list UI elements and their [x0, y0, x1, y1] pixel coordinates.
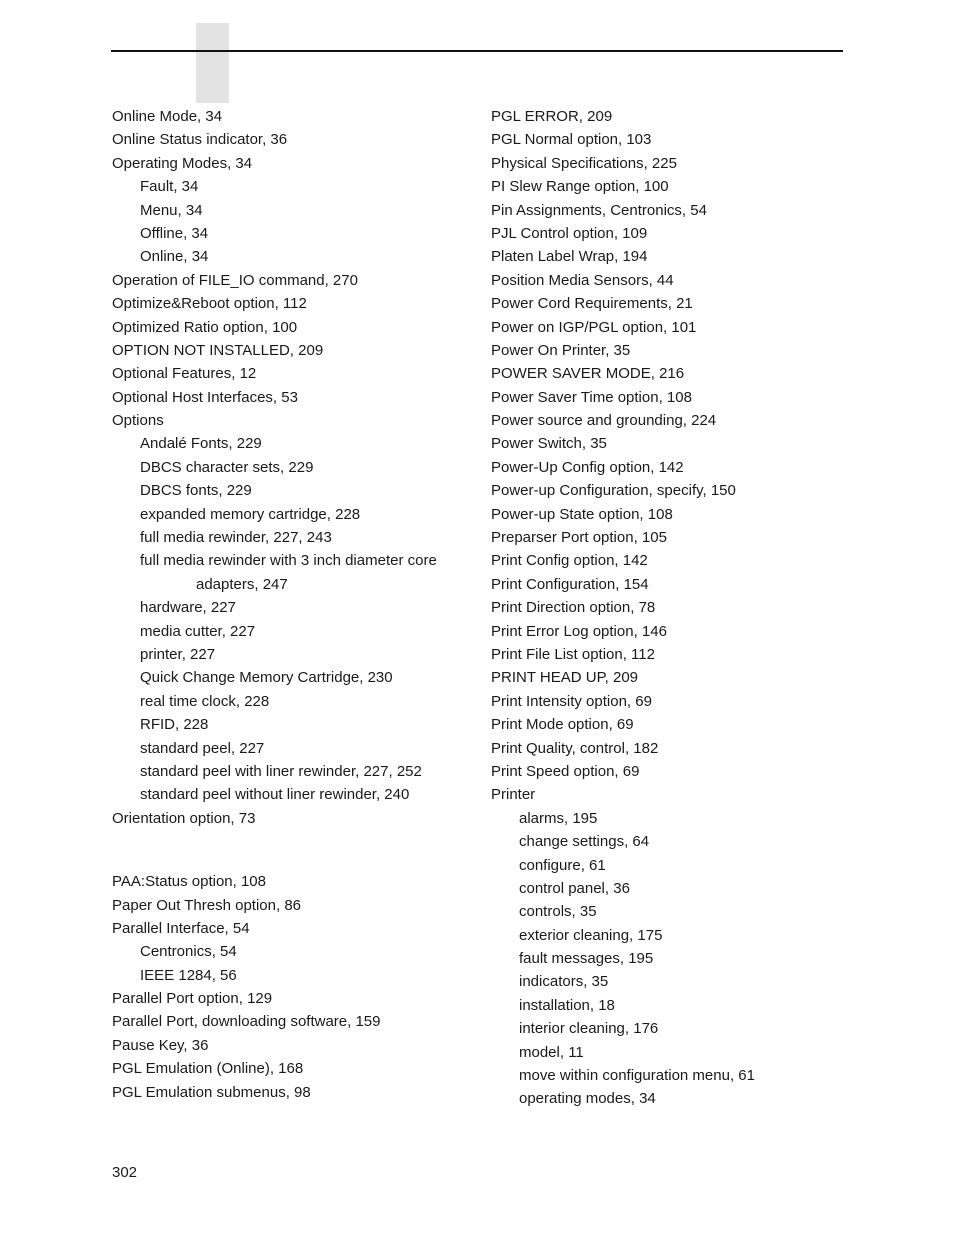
- index-entry: Operation of FILE_IO command, 270: [112, 271, 358, 289]
- index-group-p: [112, 870, 492, 1104]
- index-entry: Optional Features, 12: [112, 365, 257, 383]
- index-subentry: configure, 61: [519, 856, 606, 874]
- index-subentry: expanded memory cartridge, 228: [140, 505, 361, 523]
- index-entry: Online Mode, 34: [112, 108, 223, 125]
- index-entry: PGL Emulation submenus, 98: [112, 1083, 311, 1101]
- index-subentry: exterior cleaning, 175: [519, 926, 663, 944]
- index-subentry: controls, 35: [519, 903, 597, 921]
- index-entry: Pin Assignments, Centronics, 54: [491, 201, 707, 219]
- index-subentry: Offline, 34: [140, 224, 209, 242]
- index-entry: PRINT HEAD UP, 209: [491, 669, 639, 687]
- index-entry: Optional Host Interfaces, 53: [112, 388, 298, 406]
- index-subentry: model, 11: [519, 1043, 584, 1061]
- index-entry: Print Configuration, 154: [491, 575, 649, 593]
- index-subentry: fault messages, 195: [519, 950, 654, 968]
- index-entry: Print Config option, 142: [491, 552, 648, 570]
- index-entry: OPTION NOT INSTALLED, 209: [112, 341, 324, 359]
- index-subentry: change settings, 64: [519, 833, 650, 851]
- index-entry: Options: [112, 412, 164, 430]
- index-subentry: Fault, 34: [140, 178, 199, 196]
- header-rule: [111, 50, 843, 52]
- index-entry: PAA:Status option, 108: [112, 873, 266, 891]
- index-subentry: control panel, 36: [519, 879, 630, 897]
- index-entry: PJL Control option, 109: [491, 224, 648, 242]
- letter-gap: [112, 830, 492, 870]
- index-subentry: media cutter, 227: [140, 622, 256, 640]
- index-entry: PGL Emulation (Online), 168: [112, 1060, 304, 1078]
- index-entry: PI Slew Range option, 100: [491, 178, 669, 196]
- chapter-thumb-tab: [196, 23, 229, 103]
- index-entry: Optimized Ratio option, 100: [112, 318, 298, 336]
- index-subentry: hardware, 227: [140, 599, 236, 617]
- index-entry: Position Media Sensors, 44: [491, 271, 674, 289]
- index-subentry: Centronics, 54: [140, 943, 237, 961]
- index-entry: Power Saver Time option, 108: [491, 388, 692, 406]
- index-entry: Power-Up Config option, 142: [491, 458, 684, 476]
- index-subentry: interior cleaning, 176: [519, 1020, 659, 1038]
- index-subentry: real time clock, 228: [140, 692, 270, 710]
- index-subentry: indicators, 35: [519, 973, 609, 991]
- index-entry: Pause Key, 36: [112, 1036, 209, 1054]
- index-entry: Power Cord Requirements, 21: [491, 295, 693, 313]
- index-subentry: standard peel with liner rewinder, 227, 252: [140, 762, 422, 780]
- index-subentry: standard peel without liner rewinder, 240: [140, 786, 410, 804]
- index-subentry: Quick Change Memory Cartridge, 230: [140, 669, 393, 687]
- index-group-p-continued: [491, 105, 871, 1111]
- index-subentry: IEEE 1284, 56: [140, 966, 237, 984]
- index-entry: Online Status indicator, 36: [112, 131, 288, 149]
- index-subentry: installation, 18: [519, 996, 615, 1014]
- index-entry: Power Switch, 35: [491, 435, 607, 453]
- index-entry: Operating Modes, 34: [112, 154, 253, 172]
- index-entry: Orientation option, 73: [112, 809, 256, 827]
- index-subentry: RFID, 228: [140, 716, 209, 734]
- index-subentry: full media rewinder with 3 inch diameter core: [140, 552, 437, 570]
- index-entry: Print Direction option, 78: [491, 599, 656, 617]
- index-subentry: operating modes, 34: [519, 1090, 656, 1108]
- index-entry: Power-up Configuration, specify, 150: [491, 482, 736, 500]
- index-entry: Print Speed option, 69: [491, 762, 640, 780]
- index-entry: Print File List option, 112: [491, 645, 655, 663]
- index-entry: Paper Out Thresh option, 86: [112, 896, 302, 914]
- index-entry: Physical Specifications, 225: [491, 154, 677, 172]
- index-entry: POWER SAVER MODE, 216: [491, 365, 685, 383]
- index-entry: Power On Printer, 35: [491, 341, 631, 359]
- index-group-o: [112, 105, 492, 830]
- index-entry: Parallel Interface, 54: [112, 919, 250, 937]
- index-subentry: full media rewinder, 227, 243: [140, 529, 332, 547]
- index-entry: PGL ERROR, 209: [491, 108, 613, 125]
- index-entry: Parallel Port, downloading software, 159: [112, 1013, 381, 1031]
- index-entry: Power source and grounding, 224: [491, 412, 717, 430]
- page-number: 302: [112, 1164, 138, 1181]
- index-entry: PGL Normal option, 103: [491, 131, 652, 149]
- index-subentry: Menu, 34: [140, 201, 203, 219]
- index-subentry: alarms, 195: [519, 809, 598, 827]
- index-entry: Optimize&Reboot option, 112: [112, 295, 307, 313]
- index-entry: Preparser Port option, 105: [491, 529, 667, 547]
- index-entry: Printer: [491, 786, 536, 804]
- index-entry: Power on IGP/PGL option, 101: [491, 318, 697, 336]
- index-subentry: Andalé Fonts, 229: [140, 435, 262, 453]
- index-column-right: [491, 105, 871, 1111]
- index-entry: Power-up State option, 108: [491, 505, 673, 523]
- index-subentry: printer, 227: [140, 645, 216, 663]
- index-column-left: [112, 105, 492, 1104]
- index-subentry: DBCS fonts, 229: [140, 482, 252, 500]
- index-subentry: standard peel, 227: [140, 739, 265, 757]
- index-subentry: DBCS character sets, 229: [140, 458, 314, 476]
- index-entry: Parallel Port option, 129: [112, 990, 273, 1008]
- index-entry: Print Quality, control, 182: [491, 739, 659, 757]
- index-subentry: adapters, 247: [196, 575, 288, 593]
- index-entry: Print Intensity option, 69: [491, 692, 652, 710]
- index-entry: Print Mode option, 69: [491, 716, 634, 734]
- index-entry: Platen Label Wrap, 194: [491, 248, 648, 266]
- index-subentry: Online, 34: [140, 248, 209, 266]
- index-entry: Print Error Log option, 146: [491, 622, 667, 640]
- index-subentry: move within configuration menu, 61: [519, 1067, 755, 1085]
